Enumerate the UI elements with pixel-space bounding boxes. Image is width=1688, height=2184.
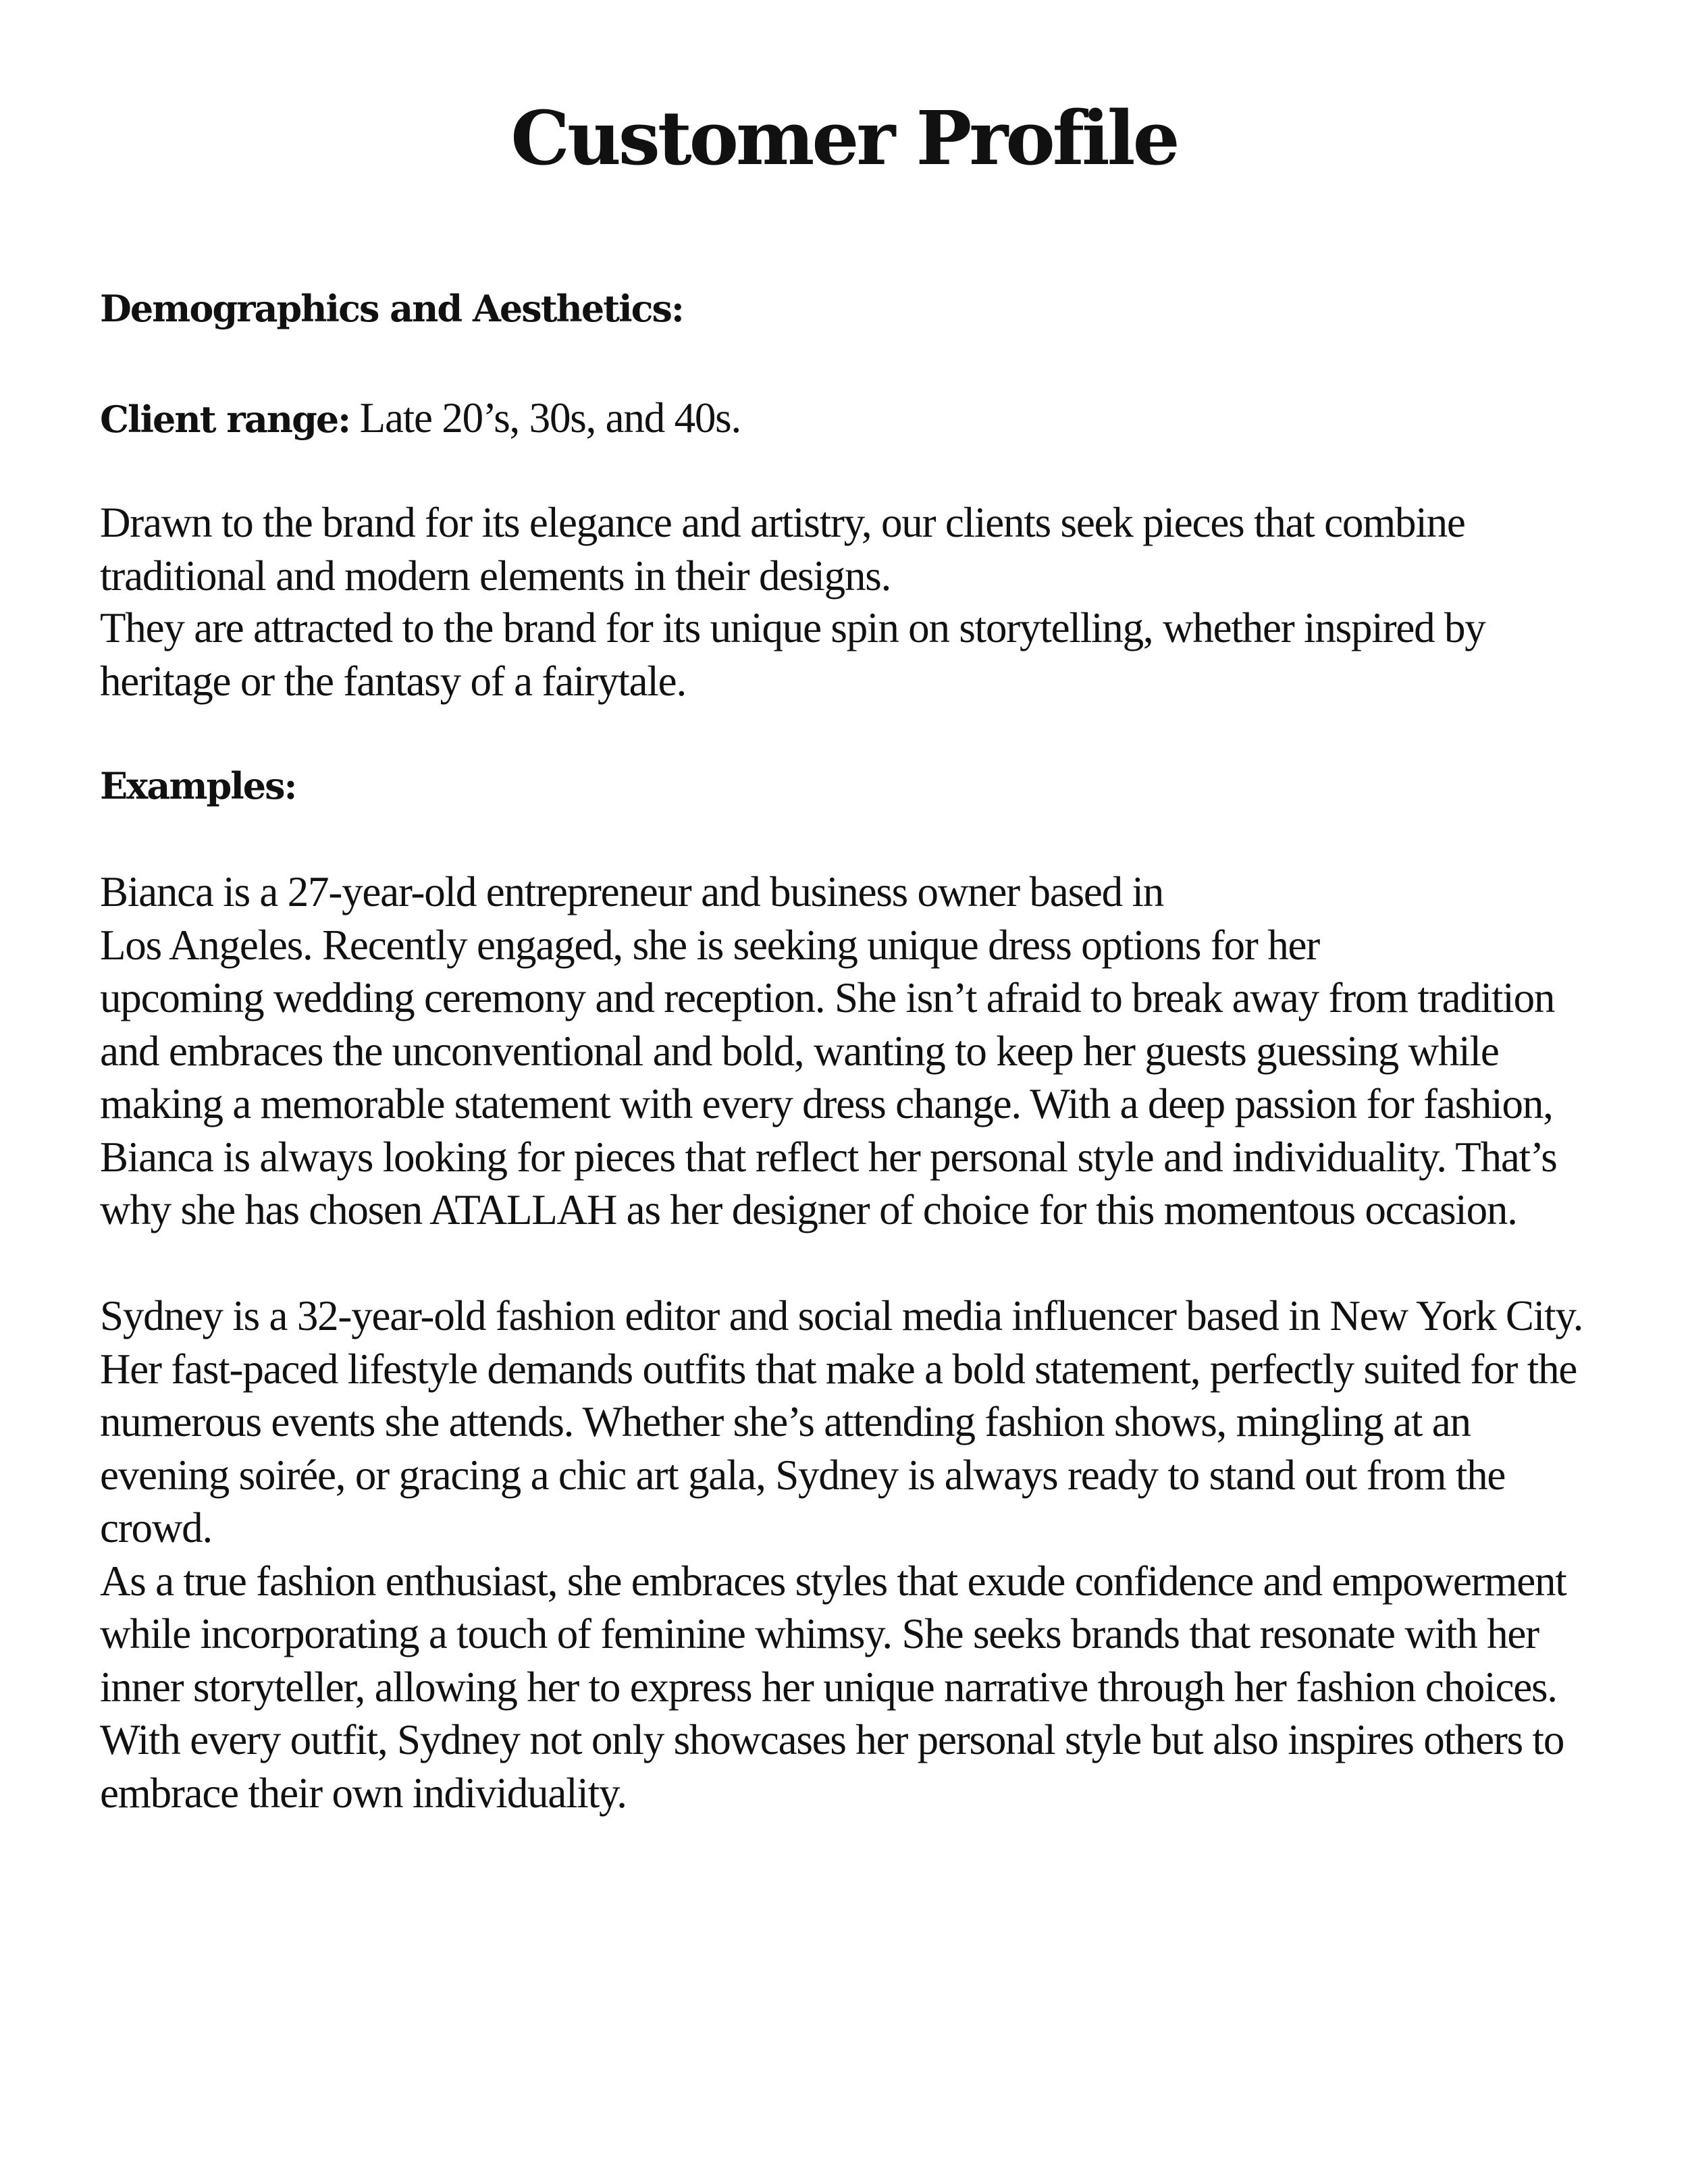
client-range-value: Late 20’s, 30s, and 40s. xyxy=(350,394,741,442)
client-range xyxy=(100,394,741,442)
sydney-line: embrace their own individuality. xyxy=(100,1769,627,1817)
bianca-line: Bianca is always looking for pieces that reflect her personal style and individuality. That’s xyxy=(100,1134,1557,1181)
intro-line: Drawn to the brand for its elegance and artistry, our clients seek pieces that combine xyxy=(100,499,1465,546)
intro-line: They are attracted to the brand for its unique spin on storytelling, whether inspired by xyxy=(100,604,1485,651)
sydney-line: Her fast-paced lifestyle demands outfits that make a bold statement, perfectly suited for the xyxy=(100,1346,1577,1393)
sydney-line: Sydney is a 32-year-old fashion editor and social media influencer based in New York City. xyxy=(100,1292,1583,1339)
sydney-line: evening soirée, or gracing a chic art gala, Sydney is always ready to stand out from the xyxy=(100,1451,1506,1499)
sydney-line: As a true fashion enthusiast, she embraces styles that exude confidence and empowerment xyxy=(100,1557,1566,1605)
bianca-line: Bianca is a 27-year-old entrepreneur and business owner based in xyxy=(100,868,1164,915)
page-title: Customer Profile xyxy=(510,95,1178,182)
sydney-line: while incorporating a touch of feminine whimsy. She seeks brands that resonate with her xyxy=(100,1610,1539,1657)
bianca-line: Los Angeles. Recently engaged, she is seeking unique dress options for her xyxy=(100,922,1320,969)
section-heading-demographics: Demographics and Aesthetics: xyxy=(100,287,683,330)
client-range-label: Client range: xyxy=(100,398,350,441)
sydney-line: With every outfit, Sydney not only showcases her personal style but also inspires others to xyxy=(100,1716,1564,1763)
intro-line: traditional and modern elements in their designs. xyxy=(100,552,891,600)
sydney-line: numerous events she attends. Whether she’s attending fashion shows, mingling at an xyxy=(100,1398,1471,1445)
sydney-line: inner storyteller, allowing her to express her unique narrative through her fashion choices. xyxy=(100,1663,1557,1711)
bianca-line: upcoming wedding ceremony and reception. She isn’t afraid to break away from tradition xyxy=(100,974,1555,1021)
bianca-line: and embraces the unconventional and bold, wanting to keep her guests guessing while xyxy=(100,1028,1499,1075)
bianca-line: making a memorable statement with every dress change. With a deep passion for fashion, xyxy=(100,1080,1553,1127)
section-heading-examples: Examples: xyxy=(100,764,296,807)
sydney-line: crowd. xyxy=(100,1504,212,1551)
intro-line: heritage or the fantasy of a fairytale. xyxy=(100,658,686,705)
bianca-line: why she has chosen ATALLAH as her designer of choice for this momentous occasion. xyxy=(100,1186,1517,1233)
